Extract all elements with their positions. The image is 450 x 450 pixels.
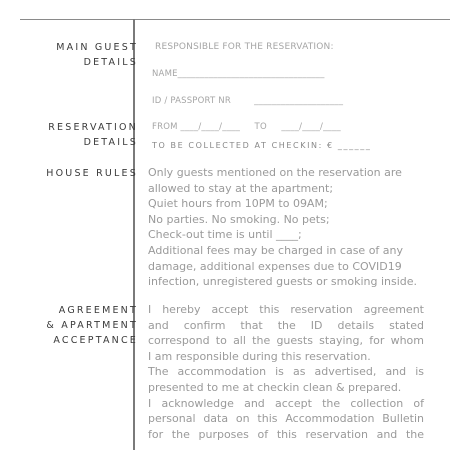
label-line: DETAILS [83,57,138,68]
id-passport-field[interactable]: ID / PASSPORT NR ____________________ [152,96,344,106]
rule-line: Additional fees may be charged in case of any [148,243,404,257]
column-divider [133,19,135,450]
label-line: DETAILS [83,137,138,148]
rule-line: allowed to stay at the apartment; [148,181,334,195]
rule-line: Only guests mentioned on the reservation are [148,166,402,179]
agreement-line: The accommodation is as advertised, and is [148,365,424,379]
rule-line: No parties. No smoking. No pets; [148,212,330,226]
date-range-field[interactable]: FROM ____/____/____ TO ____/____/____ [152,122,341,132]
agreement-line: I hereby accept this reservation agreement [148,303,424,316]
main-guest-details-label [56,40,138,70]
label-line: RESERVATION [48,122,138,133]
responsible-heading: RESPONSIBLE FOR THE RESERVATION: [155,42,334,52]
agreement-line: I acknowledge and accept the collection of [148,396,424,410]
agreement-line: presented to me at checkin clean & prepared. [148,380,402,394]
house-rules-label [46,166,138,181]
label-line: HOUSE RULES [46,168,138,179]
rule-line: infection, unregistered guests or smoking inside. [148,275,418,289]
agreement-line: for the purposes of this reservation and the [148,427,424,441]
agreement-text [148,302,424,442]
rule-line: damage, additional expenses due to COVID19 [148,259,402,273]
rule-line: Quiet hours from 10PM to 09AM; [148,197,328,211]
label-line: ACCEPTANCE [53,335,138,346]
label-line: MAIN GUEST [56,42,138,53]
agreement-line: personal data on this Accommodation Bulletin [148,412,424,426]
top-rule [20,19,450,20]
agreement-line: and confirm that the ID details stated [148,318,424,332]
agreement-line: correspond to all the guests staying, for whom [148,334,424,348]
label-line: AGREEMENT [58,305,138,316]
agreement-line: I am responsible during this reservation. [148,349,371,363]
rule-line: Check-out time is until ____; [148,228,302,242]
house-rules-text [148,165,424,290]
label-line: & APARTMENT [46,320,138,331]
collected-at-checkin-field[interactable]: TO BE COLLECTED AT CHECKIN: € ______ [152,141,372,150]
reservation-details-label [48,120,138,150]
agreement-label [46,303,138,348]
name-field[interactable]: NAME_________________________________ [152,69,325,79]
